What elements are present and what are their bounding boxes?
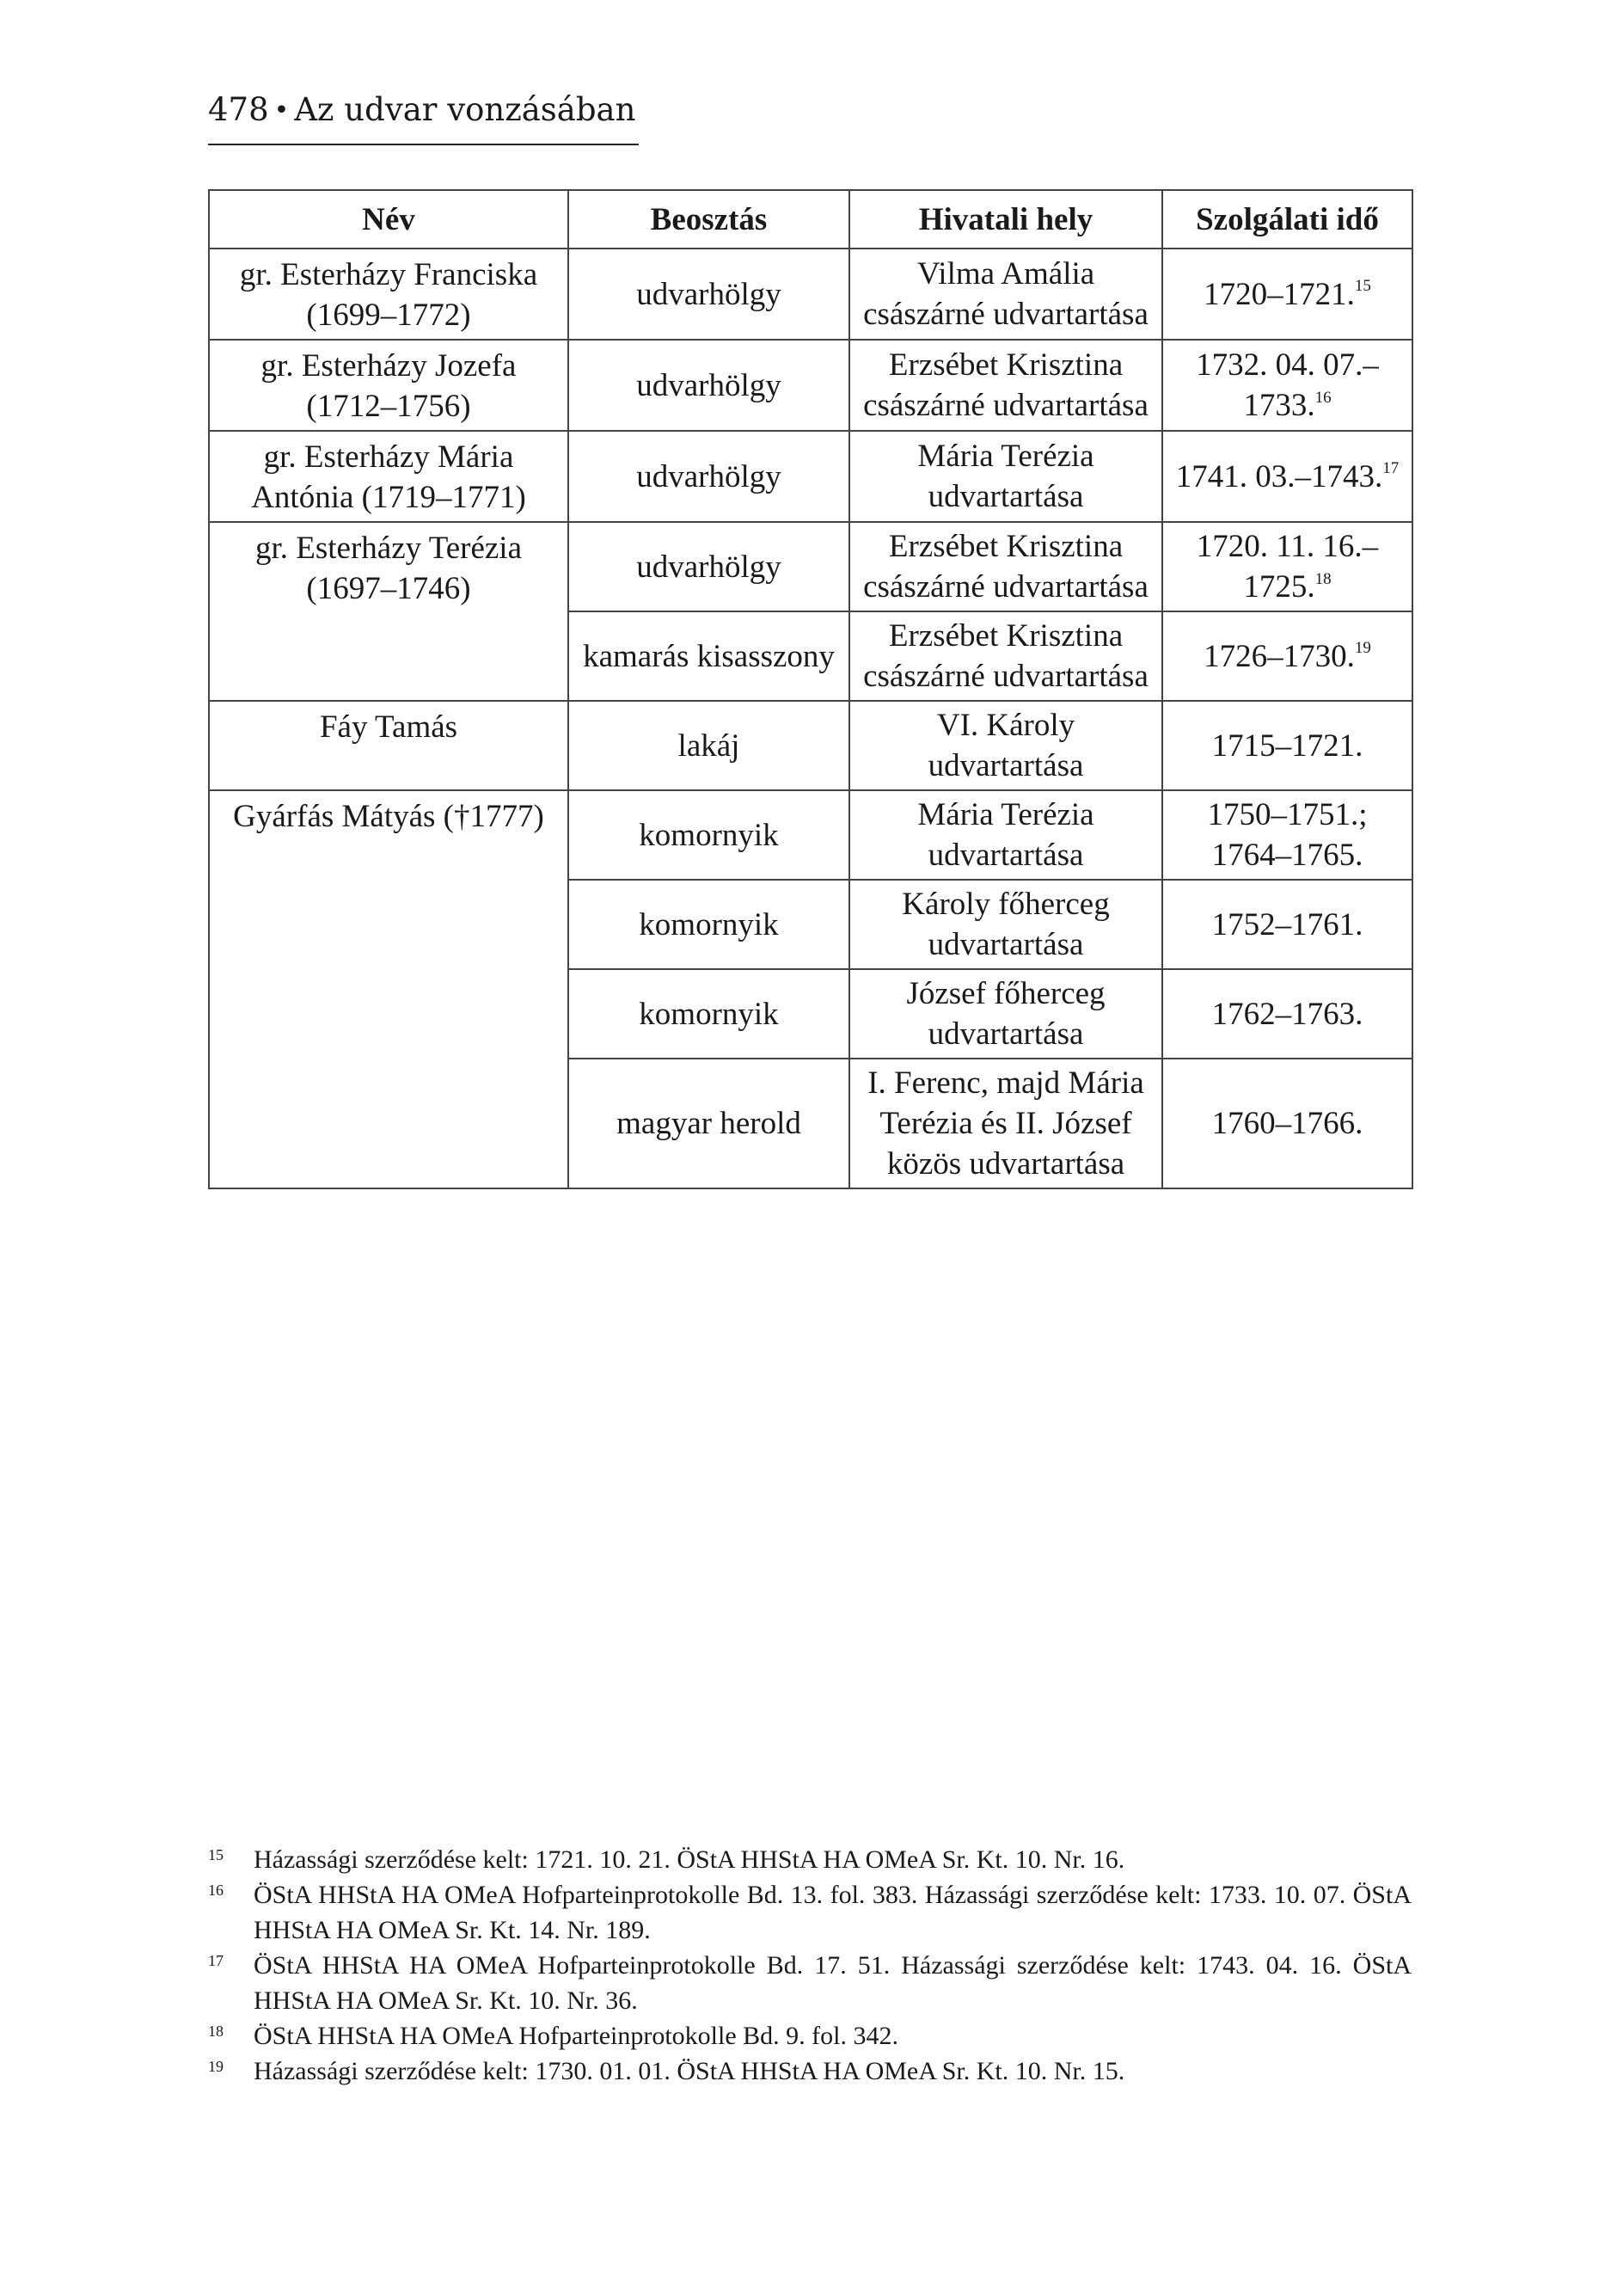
footnote — [208, 2054, 1412, 2089]
cell-place: Károly főherceg udvartartása — [849, 880, 1162, 969]
footnote — [208, 1948, 1412, 2018]
column-header-place: Hivatali hely — [849, 190, 1162, 249]
cell-period — [1162, 340, 1412, 431]
cell-period — [1162, 790, 1412, 880]
cell-name: gr. Esterházy Terézia (1697–1746) — [209, 522, 568, 701]
period-text: 1762–1763. — [1211, 996, 1363, 1032]
cell-place: VI. Károly udvartartása — [849, 701, 1162, 790]
cell-name: Fáy Tamás — [209, 701, 568, 790]
cell-role: udvarhölgy — [568, 340, 849, 431]
cell-role: udvarhölgy — [568, 522, 849, 611]
cell-place: Erzsébet Krisztina császárné udvartartása — [849, 611, 1162, 701]
cell-role: komornyik — [568, 880, 849, 969]
cell-period — [1162, 701, 1412, 790]
cell-name: gr. Esterházy Mária Antónia (1719–1771) — [209, 431, 568, 522]
cell-period — [1162, 249, 1412, 340]
cell-role: magyar herold — [568, 1059, 849, 1188]
cell-role: udvarhölgy — [568, 249, 849, 340]
table-header-row — [209, 190, 1412, 249]
cell-role: komornyik — [568, 790, 849, 880]
cell-place: Erzsébet Krisztina császárné udvartartása — [849, 340, 1162, 431]
cell-name: Gyárfás Mátyás (†1777) — [209, 790, 568, 1188]
column-header-role: Beosztás — [568, 190, 849, 249]
period-text: 1732. 04. 07.–1733. — [1196, 347, 1379, 423]
cell-place: Mária Terézia udvartartása — [849, 790, 1162, 880]
period-text: 1726–1730. — [1204, 638, 1355, 674]
period-text: 1715–1721. — [1211, 727, 1363, 764]
table-body — [209, 249, 1412, 1188]
table-row — [209, 701, 1412, 790]
period-text: 1741. 03.–1743. — [1175, 458, 1383, 494]
footnote-text: ÖStA HHStA HA OMeA Hofparteinprotokolle Bd. 17. 51. Házassági szerződése kelt: 1743. 04. 16. ÖStA HHStA HA OMeA Sr. Kt. 10. Nr. 36. — [254, 1951, 1412, 2015]
cell-period — [1162, 611, 1412, 701]
footnote-number: 15 — [208, 1846, 224, 1863]
table-row — [209, 249, 1412, 340]
period-text: 1720–1721. — [1204, 276, 1355, 312]
period-text: 1760–1766. — [1211, 1106, 1363, 1141]
footnote-number: 16 — [208, 1882, 224, 1899]
running-header — [208, 89, 639, 145]
table-row — [209, 340, 1412, 431]
cell-place: Erzsébet Krisztina császárné udvartartása — [849, 522, 1162, 611]
column-header-name: Név — [209, 190, 568, 249]
running-title: Az udvar vonzásában — [294, 91, 636, 128]
table-row — [209, 431, 1412, 522]
footnote-number: 18 — [208, 2023, 224, 2040]
cell-period — [1162, 880, 1412, 969]
footnote-text: ÖStA HHStA HA OMeA Hofparteinprotokolle Bd. 13. fol. 383. Házassági szerződése kelt: 1733. 10. 07. ÖStA HHStA HA OMeA Sr. Kt. 14. Nr. 189. — [254, 1881, 1412, 1944]
table-row — [209, 790, 1412, 880]
footnote-ref: 16 — [1314, 388, 1332, 407]
cell-role: kamarás kisasszony — [568, 611, 849, 701]
footnote-ref: 18 — [1314, 569, 1332, 588]
table-row — [209, 522, 1412, 611]
cell-period — [1162, 431, 1412, 522]
cell-period — [1162, 1059, 1412, 1188]
period-text: 1750–1751.; 1764–1765. — [1207, 797, 1368, 873]
footnote-ref: 15 — [1354, 277, 1371, 296]
cell-place: Mária Terézia udvartartása — [849, 431, 1162, 522]
cell-role: komornyik — [568, 969, 849, 1059]
footnote-number: 19 — [208, 2058, 224, 2075]
footnote-text: Házassági szerződése kelt: 1730. 01. 01. ÖStA HHStA HA OMeA Sr. Kt. 10. Nr. 15. — [254, 2057, 1125, 2085]
cell-name: gr. Esterházy Jozefa (1712–1756) — [209, 340, 568, 431]
cell-name: gr. Esterházy Franciska (1699–1772) — [209, 249, 568, 340]
footnote-number: 17 — [208, 1952, 224, 1969]
column-header-period: Szolgálati idő — [1162, 190, 1412, 249]
footnote-ref: 19 — [1354, 639, 1371, 658]
footnotes — [208, 1842, 1412, 2089]
header-separator: • — [273, 95, 290, 126]
cell-period — [1162, 969, 1412, 1059]
period-text: 1720. 11. 16.–1725. — [1196, 529, 1379, 605]
footnote-ref: 17 — [1382, 459, 1400, 478]
footnote — [208, 1842, 1412, 1877]
court-service-table — [208, 189, 1413, 1189]
footnote-text: ÖStA HHStA HA OMeA Hofparteinprotokolle Bd. 9. fol. 342. — [254, 2022, 898, 2050]
cell-role: udvarhölgy — [568, 431, 849, 522]
cell-role: lakáj — [568, 701, 849, 790]
footnote — [208, 2018, 1412, 2054]
cell-place: József főherceg udvartartása — [849, 969, 1162, 1059]
page-number: 478 — [208, 91, 269, 128]
period-text: 1752–1761. — [1211, 906, 1363, 942]
cell-place: I. Ferenc, majd Mária Terézia és II. József közös udvartartása — [849, 1059, 1162, 1188]
cell-place: Vilma Amália császárné udvartartása — [849, 249, 1162, 340]
footnote — [208, 1877, 1412, 1948]
footnote-text: Házassági szerződése kelt: 1721. 10. 21. ÖStA HHStA HA OMeA Sr. Kt. 10. Nr. 16. — [254, 1845, 1125, 1874]
cell-period — [1162, 522, 1412, 611]
